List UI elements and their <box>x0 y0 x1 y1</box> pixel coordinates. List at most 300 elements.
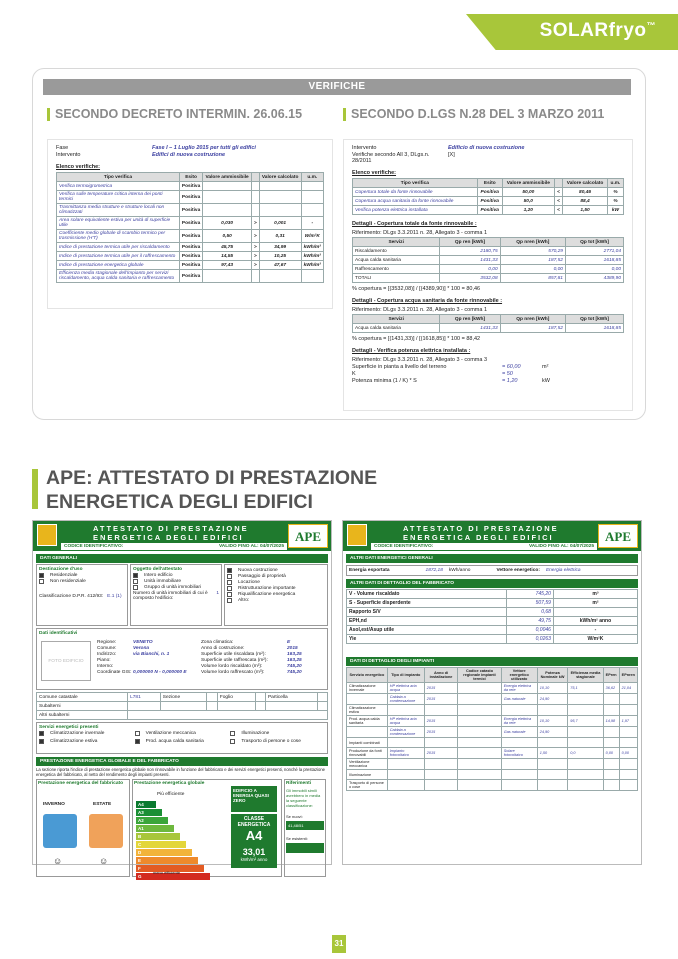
table-cell <box>424 759 458 770</box>
table-cell <box>251 191 259 204</box>
table-cell <box>619 759 637 770</box>
table-cell: 570,29 <box>500 247 565 256</box>
accent-mark <box>32 469 38 509</box>
table-cell <box>301 182 324 191</box>
motivo-box: Nuova costruzione Passaggio di proprietà Locazione Ristrutturazione importante Riqualificazione energetica Altro: <box>224 564 328 626</box>
table-cell: 14,55 <box>203 252 252 261</box>
table-cell: Climatizzazione estiva <box>347 705 388 716</box>
ape-badge: APE <box>598 524 638 548</box>
table-cell: Positiva <box>179 217 203 230</box>
table-cell <box>259 204 301 217</box>
table-cell: > <box>251 261 259 270</box>
table-cell <box>501 780 537 791</box>
table-cell <box>259 270 301 283</box>
table-cell: 24,90 <box>537 694 568 705</box>
table-cell: Yie <box>347 635 507 644</box>
energy-class-bar: F <box>136 865 204 872</box>
table-cell: Gas naturale <box>501 694 537 705</box>
table-header: Servizi <box>353 315 440 324</box>
table-row <box>347 780 638 791</box>
table-cell <box>259 191 301 204</box>
table-row <box>353 188 624 197</box>
energy-class-bar: A2 <box>136 817 168 824</box>
dati-generali-bar: DATI GENERALI <box>36 554 328 563</box>
table-cell: 34,99 <box>259 243 301 252</box>
table-row <box>347 626 638 635</box>
table-header: Servizio energetico <box>347 668 388 683</box>
table-cell <box>301 204 324 217</box>
smiley-icon: ☺ <box>99 856 109 866</box>
table-cell: 507,59 <box>507 599 554 608</box>
table-cell: 80,46 <box>563 188 608 197</box>
table-row <box>347 770 638 780</box>
table-cell: Positiva <box>477 197 502 206</box>
table-cell: 745,20 <box>507 590 554 599</box>
table-cell: > <box>251 252 259 261</box>
table-header: Qp tot [kWh] <box>565 238 623 247</box>
table-cell: Acqua calda sanitaria <box>353 324 440 333</box>
table-cell: Area solare equivalente estiva per unità di superficie utile <box>57 217 180 230</box>
table-cell: 75,1 <box>568 683 603 694</box>
detail-line: Superficie in pianta a livello del terreno = 60,00 m² <box>352 364 549 370</box>
table-cell: 1,20 <box>502 206 554 215</box>
table-cell: Positiva <box>179 261 203 270</box>
table-cell: Impianti combinati <box>347 738 388 748</box>
table-cell: Verifica termoigrometrica <box>57 182 180 191</box>
table-cell: 4389,90 <box>565 274 623 283</box>
table-cell <box>537 759 568 770</box>
table-cell: > <box>251 243 259 252</box>
table-cell <box>458 683 501 694</box>
table-cell: kWh/m² <box>301 252 324 261</box>
id-field: Superficie utile riscaldata (m²): 163,25 <box>201 652 302 657</box>
table-row <box>57 261 324 270</box>
table-cell <box>603 780 619 791</box>
verifiche-bar: VERIFICHE <box>43 79 631 95</box>
dettaglio-impianti-bar: DATI DI DETTAGLIO DEGLI IMPIANTI <box>346 657 638 666</box>
table-header: Tipo di impianto <box>387 668 424 683</box>
table-header: Tipo verifica <box>57 173 180 182</box>
table-cell <box>458 759 501 770</box>
table-cell <box>619 694 637 705</box>
table-cell <box>603 727 619 738</box>
table-cell <box>301 270 324 283</box>
table-cell <box>458 748 501 759</box>
table-cell: 3532,08 <box>440 274 500 283</box>
table-header: EPnren <box>619 668 637 683</box>
table-header: Tipo verifica <box>353 179 478 188</box>
table-row <box>57 252 324 261</box>
table-cell: 2015 <box>424 727 458 738</box>
table-cell: 10,25 <box>259 252 301 261</box>
table-cell <box>424 705 458 716</box>
table-cell: Positiva <box>179 270 203 283</box>
table-cell: 1,97 <box>619 716 637 727</box>
verifiche-card <box>32 68 646 420</box>
table-header <box>251 173 259 182</box>
left-section-title: SECONDO DECRETO INTERMIN. 26.06.15 <box>47 107 302 121</box>
table-cell: - <box>301 217 324 230</box>
table-cell: Gas naturale <box>501 727 537 738</box>
table-cell: Produzione da fonti rinnovabili <box>347 748 388 759</box>
destinazione-box: Destinazione d'uso Residenziale Non residenziale Classificazione D.P.R. 412/93: E.1 (1) <box>36 564 128 626</box>
table-header: Esito <box>477 179 502 188</box>
table-header: Valore calcolato <box>563 179 608 188</box>
table-cell: 187,52 <box>500 324 565 333</box>
table-cell: 0,030 <box>203 217 252 230</box>
table-cell: Copertura totale da fonte rinnovabile <box>353 188 478 197</box>
table-header: EPren <box>603 668 619 683</box>
table-row <box>57 243 324 252</box>
table-cell <box>568 705 603 716</box>
table-cell: 45,75 <box>203 243 252 252</box>
table-cell: 0,50 <box>203 230 252 243</box>
accent-mark <box>343 108 346 121</box>
table-cell: 95,7 <box>568 716 603 727</box>
table-cell: Indice di prestazione termica utile per il raffrescamento <box>57 252 180 261</box>
energy-class-bar: B <box>136 833 180 840</box>
table-cell: Illuminazione <box>347 770 388 780</box>
table-cell: HP elettrica aria acqua <box>387 683 424 694</box>
table-cell: Positiva <box>179 182 203 191</box>
table-cell: kWh/m² <box>301 243 324 252</box>
table-cell: < <box>554 206 562 215</box>
id-field: Volume lordo raffrescato (m³): 745,20 <box>201 670 302 675</box>
table-cell: W/m²K <box>553 635 637 644</box>
page-number: 31 <box>332 935 346 953</box>
table-cell <box>619 727 637 738</box>
table-cell: Positiva <box>179 191 203 204</box>
id-field: Volume lordo riscaldato (m³): 745,20 <box>201 664 302 669</box>
fabbricato-table <box>346 589 638 644</box>
id-field: Indirizzo: via Bianchi, n. 1 <box>97 652 170 657</box>
table-row <box>347 608 638 617</box>
table-header <box>554 179 562 188</box>
right-verifiche-table <box>352 178 624 215</box>
table-cell <box>347 727 388 738</box>
table-cell <box>458 705 501 716</box>
table-row <box>57 182 324 191</box>
ape-title-line1: APE: ATTESTATO DI PRESTAZIONE <box>46 467 378 489</box>
id-field: Comune: Verona <box>97 646 150 651</box>
table-cell: Caldaia a condensazione <box>387 727 424 738</box>
table-row <box>347 716 638 727</box>
prestazione-fabbricato: Prestazione energetica del fabbricato INVERNO ESTATE ☺ ☺ <box>36 779 130 877</box>
table-cell <box>568 727 603 738</box>
table-cell <box>251 204 259 217</box>
table-cell <box>568 780 603 791</box>
table-cell: Verifica sulle temperature critica interna dei ponti termici <box>57 191 180 204</box>
energy-class-bar: G <box>136 873 210 880</box>
table-cell <box>619 780 637 791</box>
table-cell: S - Superficie disperdente <box>347 599 507 608</box>
table-cell <box>424 738 458 748</box>
table-cell: EPH,nd <box>347 617 507 626</box>
table-cell: 50,0 <box>502 197 554 206</box>
table-cell: 1618,85 <box>565 256 623 265</box>
table-cell: TOTALI <box>353 274 440 283</box>
table-cell: 10,10 <box>537 716 568 727</box>
det2-table <box>352 314 624 333</box>
table-cell <box>501 770 537 780</box>
table-row <box>353 274 624 283</box>
table-cell: W/m²K <box>301 230 324 243</box>
table-cell: m² <box>553 599 637 608</box>
table-cell: 0,31 <box>259 230 301 243</box>
table-cell <box>568 738 603 748</box>
impianti-table <box>346 667 638 791</box>
table-cell: Trasmittanza media strutture e strutture locali non climatizzati <box>57 204 180 217</box>
table-cell: Acqua calda sanitaria <box>353 256 440 265</box>
table-header: Qp tot [kWh] <box>565 315 623 324</box>
id-field: Interno: <box>97 664 114 669</box>
table-cell: Verifica potenza elettrica installata <box>353 206 478 215</box>
table-row <box>347 705 638 716</box>
table-cell: % <box>607 197 623 206</box>
table-cell <box>387 705 424 716</box>
table-cell: 0,00 <box>619 748 637 759</box>
table-cell: V - Volume riscaldato <box>347 590 507 599</box>
table-row <box>347 683 638 694</box>
table-row <box>353 256 624 265</box>
det1-table <box>352 237 624 283</box>
table-cell <box>251 270 259 283</box>
table-cell: Copertura acqua sanitaria da fonte rinnovabile <box>353 197 478 206</box>
table-cell: Indice di prestazione energetica globale <box>57 261 180 270</box>
table-cell: kW <box>607 206 623 215</box>
table-cell: Prod. acqua calda sanitaria <box>347 716 388 727</box>
table-cell: 0,001 <box>259 217 301 230</box>
table-cell: Caldaia a condensazione <box>387 694 424 705</box>
smiley-icon: ☺ <box>53 856 63 866</box>
table-cell <box>501 759 537 770</box>
left-verifiche-document: Fase Fase I – 1 Luglio 2015 per tutti gli edifici Intervento Edifici di nuova costruzione Elenco verifiche: Tipo verifica Esito Valore ammissibile Valore calcolato u.m. Verifica termoigrometrica Positiva Verifica sulle temperature critica interna dei ponti termici Positiva Trasmittanza media strutture e strutture locali non climatizzati Positiva Area solare equivalente estiva per unità di superficie utile Positiva 0,030 > 0,001 - Coefficiente medio globale di scambio termico per trasmissione (H'T) Positiva 0,50 > 0,31 W/m²K Indice di prestazione termica utile per riscaldamento Positiva 45,75 > 34,99 kWh/m² Indice di prestazione termica utile per il raffrescamento Positiva 14,55 > 10,25 kWh/m² Indice di prestazione energetica globale Positiva 97,43 > 47,67 kWh/m² Efficienza media stagionale dell'impianto per servizi riscaldamento, acqua calda sanitaria e raffrescamento Positiva <box>47 139 333 309</box>
altri-dati-bar: ALTRI DATI ENERGETICI GENERALI <box>346 554 638 563</box>
table-cell <box>603 770 619 780</box>
right-verifiche-document: Intervento Edificio di nuova costruzione Verifiche secondo All 3, DLgs.n. 28/2011 [X] Elenco verifiche: Tipo verifica Esito Valore ammissibile Valore calcolato u.m. Copertura totale da fonte rinnovabile Positiva 50,00 < 80,46 % Copertura acqua sanitaria da fonte rinnovabile Positiva 50,0 < 88,4 % Verifica potenza elettrica installata Positiva 1,20 < 1,50 kW Dettagli - Copertura totale da fonte rinnovabile : Riferimento: DLgs 3.3.2011 n. 28, Allegato 3 - comma 1 Servizi Qp ren [kWh] Qp nren [kWh] Qp tot [kWh] Riscaldamento 2180,75 570,29 2771,04 Acqua calda sanitaria 1431,33 187,52 1618,85 Raffrescamento 0,00 0,00 0,00 TOTALI 3532,08 857,81 4389,90 % copertura = [(3532,08)] / [(4389,90)] * 100 = 80,46 Dettagli - Copertura acqua sanitaria da fonte rinnovabile : Riferimento: DLgs 3.3.2011 n. 28, Allegato 3 - comma 1 Servizi Qp ren [kWh] Qp nren [kWh] Qp tot [kWh] Acqua calda sanitaria 1431,33 187,52 1618,85 % copertura = [(1431,33)] / [(1618,85)] * 100 = 88,42 Dettagli - Verifica potenza elettrica installata : Riferimento: DLgs 3.3.2011 n. 28, Allegato 3 - comma 3 Superficie in pianta a livello del terreno = 60,00 m² K = 50 Potenza minima (1 / K) * S = 1,20 kW <box>343 139 633 411</box>
table-cell <box>568 759 603 770</box>
table-cell: Rapporto S/V <box>347 608 507 617</box>
table-cell: Positiva <box>179 243 203 252</box>
table-cell: Trasporto di persone o cose <box>347 780 388 791</box>
table-cell <box>603 694 619 705</box>
right-section-title: SECONDO D.LGS N.28 DEL 3 MARZO 2011 <box>343 107 604 121</box>
ape-header: ATTESTATO DI PRESTAZIONE ENERGETICA DEGLI EDIFICI CODICE IDENTIFICATIVO: VALIDO FINO AL: 04/07/2025 APE <box>33 521 331 551</box>
table-cell: 0,0263 <box>507 635 554 644</box>
table-cell: 0,00 <box>603 748 619 759</box>
table-cell: 1431,33 <box>440 256 500 265</box>
table-cell: Positiva <box>179 230 203 243</box>
table-cell: Solare fotovoltaico <box>501 748 537 759</box>
oggetto-box: Oggetto dell'attestato Intero edificio Unità immobiliare Gruppo di unità immobiliari Numero di unità immobiliari di cui è composto l'edificio: 1 <box>130 564 222 626</box>
table-cell: - <box>553 626 637 635</box>
table-cell <box>424 770 458 780</box>
table-cell <box>203 204 252 217</box>
table-cell: < <box>554 188 562 197</box>
table-cell: 2015 <box>424 683 458 694</box>
table-cell <box>387 770 424 780</box>
table-row <box>353 324 624 333</box>
table-cell <box>501 738 537 748</box>
table-header: Qp ren [kWh] <box>440 315 500 324</box>
energy-class-bar: A3 <box>136 809 162 816</box>
region-logo-icon <box>347 524 367 546</box>
classe-energetica-box: CLASSE ENERGETICA A4 33,01 kWh/m² anno <box>231 814 277 868</box>
table-cell: Positiva <box>477 206 502 215</box>
servizi-box: Servizi energetici presenti Climatizzazione invernale Ventilazione meccanica Illuminazione Climatizzazione estiva Prod. acqua calda sanitaria Trasporto di persone o cose <box>36 722 328 754</box>
table-cell: Coefficiente medio globale di scambio termico per trasmissione (H'T) <box>57 230 180 243</box>
id-field: Superficie utile raffrescata (m²): 163,25 <box>201 658 302 663</box>
table-row <box>347 599 638 608</box>
table-cell <box>537 770 568 780</box>
table-header: Valore ammissibile <box>502 179 554 188</box>
detail-line: Potenza minima (1 / K) * S = 1,20 kW <box>352 378 550 384</box>
table-row <box>347 590 638 599</box>
table-cell <box>458 716 501 727</box>
table-cell: kWh/m² <box>301 261 324 270</box>
catasto-table: Comune catastale L781 Sezione Foglio Particella Subalterni Altri subalterni <box>36 692 328 720</box>
table-header: Qp ren [kWh] <box>440 238 500 247</box>
table-cell: 2015 <box>424 694 458 705</box>
nzeb-label: EDIFICIO A ENERGIA QUASI ZERO <box>231 786 277 812</box>
table-cell: 2771,04 <box>565 247 623 256</box>
table-header: u.m. <box>607 179 623 188</box>
table-cell <box>619 738 637 748</box>
dati-identificativi-box: Dati identificativi FOTO EDIFICIO Regione: VENETO Comune: Verona Indirizzo: via Bianchi, n. 1 Piano: Interno: Coordinate GIS: 0,000000 N - 0,000000 E Zona climatica: E Anno di costruzione: 2015 Superficie utile riscaldata (m²): 163,25 Superficie utile raffrescata (m²): 163,25 Volume lordo riscaldato (m³): 745,20 Volume lordo raffrescato (m³): 745,20 <box>36 628 328 690</box>
table-cell: 10,10 <box>537 683 568 694</box>
table-cell <box>568 770 603 780</box>
table-header: Servizi <box>353 238 440 247</box>
energy-class-bar: D <box>136 849 192 856</box>
table-cell <box>251 182 259 191</box>
table-cell <box>458 780 501 791</box>
table-cell: % <box>607 188 623 197</box>
table-header: Vettore energetico utilizzato <box>501 668 537 683</box>
table-cell <box>603 705 619 716</box>
table-cell <box>458 694 501 705</box>
id-field: Regione: VENETO <box>97 640 153 645</box>
ape-page-right <box>342 520 642 865</box>
table-cell <box>537 738 568 748</box>
id-field: Anno di costruzione: 2015 <box>201 646 298 651</box>
table-cell: 1,50 <box>537 748 568 759</box>
table-header: Qp nren [kWh] <box>500 315 565 324</box>
table-cell <box>537 780 568 791</box>
table-row <box>347 759 638 770</box>
winter-house-icon <box>43 814 77 848</box>
table-header: Potenza Nominale kW <box>537 668 568 683</box>
table-cell: Riscaldamento <box>353 247 440 256</box>
id-field: Piano: <box>97 658 111 663</box>
table-cell: 50,00 <box>502 188 554 197</box>
left-verifiche-table <box>56 172 324 283</box>
table-header: Qp nren [kWh] <box>500 238 565 247</box>
table-cell <box>458 727 501 738</box>
table-row <box>57 230 324 243</box>
table-cell: 0,00 <box>500 265 565 274</box>
dettaglio-fabbricato-bar: ALTRI DATI DI DETTAGLIO DEL FABBRICATO <box>346 579 638 588</box>
ape-section-title <box>32 466 377 514</box>
table-cell: 0,0 <box>568 748 603 759</box>
energia-esportata-row: Energia esportata 1872,18 kWh/anno Vettore energetico: Energia elettrica <box>346 565 638 576</box>
table-header: Valore ammissibile <box>203 173 252 182</box>
table-cell <box>301 191 324 204</box>
table-cell <box>387 780 424 791</box>
checkbox-checked-icon <box>39 573 44 578</box>
prestazione-bar: PRESTAZIONE ENERGETICA GLOBALE E DEL FABBRICATO <box>36 757 328 766</box>
table-row <box>347 635 638 644</box>
table-row <box>347 748 638 759</box>
table-cell <box>553 608 637 617</box>
table-cell: 88,4 <box>563 197 608 206</box>
energy-class-bar: A1 <box>136 825 174 832</box>
summer-house-icon <box>89 814 123 848</box>
table-cell <box>603 738 619 748</box>
energy-class-bar: C <box>136 841 186 848</box>
id-field: Zona climatica: E <box>201 640 291 645</box>
table-row <box>353 247 624 256</box>
table-cell: Climatizzazione invernale <box>347 683 388 694</box>
table-cell <box>203 270 252 283</box>
table-cell: 47,67 <box>259 261 301 270</box>
table-cell: Ventilazione meccanica <box>347 759 388 770</box>
table-cell: 1618,85 <box>565 324 623 333</box>
table-header: Valore calcolato <box>259 173 301 182</box>
ape-header: ATTESTATO DI PRESTAZIONE ENERGETICA DEGLI EDIFICI CODICE IDENTIFICATIVO: VALIDO FINO AL: 04/07/2025 APE <box>343 521 641 551</box>
table-header: Efficienza media stagionale <box>568 668 603 683</box>
table-cell: 49,75 <box>507 617 554 626</box>
table-cell <box>387 759 424 770</box>
foto-edificio: FOTO EDIFICIO <box>41 641 91 681</box>
table-cell: 21,04 <box>619 683 637 694</box>
table-cell: Positiva <box>477 188 502 197</box>
table-cell <box>387 738 424 748</box>
ape-badge: APE <box>288 524 328 548</box>
energy-class-bar: A4 <box>136 801 156 808</box>
table-row <box>347 617 638 626</box>
table-cell <box>501 705 537 716</box>
table-row <box>57 217 324 230</box>
table-row <box>57 204 324 217</box>
table-cell: Energia elettrica da rete <box>501 683 537 694</box>
table-row <box>353 197 624 206</box>
table-cell: 1,50 <box>563 206 608 215</box>
table-header: Anno di installazione <box>424 668 458 683</box>
table-row <box>57 270 324 283</box>
table-cell: 24,90 <box>537 727 568 738</box>
table-cell: 2180,75 <box>440 247 500 256</box>
table-row <box>347 694 638 705</box>
table-cell: Raffrescamento <box>353 265 440 274</box>
table-cell: Indice di prestazione termica utile per riscaldamento <box>57 243 180 252</box>
table-cell <box>259 182 301 191</box>
table-cell: HP elettrica aria acqua <box>387 716 424 727</box>
table-cell: Positiva <box>179 252 203 261</box>
table-cell: 857,81 <box>500 274 565 283</box>
table-cell: Impianto fotovoltaico <box>387 748 424 759</box>
table-cell <box>537 705 568 716</box>
table-row <box>347 727 638 738</box>
table-row <box>57 191 324 204</box>
table-cell: 2015 <box>424 716 458 727</box>
ape-page-left: ATTESTATO DI PRESTAZIONE ENERGETICA DEGLI EDIFICI CODICE IDENTIFICATIVO: VALIDO FINO AL: 04/07/2025 APE DATI GENERALI Destinazione d'uso Residenziale Non residenziale Classificazione D.P.R. 412/93: E.1 (1) Oggetto dell'attestato Intero edificio Unità immobiliare Gruppo di unità immobiliari Numero di unità immobiliari di cui è composto l'edificio: 1 Nuova costruzione Passaggio di proprietà Locazione Ristrutturazione importante Riqualificazione energetica Altro: Dati identificativi FOTO EDIFICIO Regione: VENETO Comune: Verona Indirizzo: via Bianchi, n. 1 Piano: Interno: Coordinate GIS: 0,000000 N - 0,000000 E Zona climatica: E Anno di costruzione: 2015 Superficie utile riscaldata (m²): 163,25 Superficie utile raffrescata (m²): 163,25 Volume lordo riscaldato (m³): 745,20 Volume lordo raffrescato (m³): 745,20 Comune catastale L781 Sezione Foglio Particella Subalterni Altri subalterni Servizi energetici presenti Climatizzazione invernale Ventilazione meccanica Illuminazione Climatizzazione estiva Prod. acqua calda sanitaria Trasporto di persone o cose PRESTAZIONE ENERGETICA GLOBALE E DEL FABBRICATO La sezione riporta l'indice di prestazione energetica globale non rinnovabile in funzione del fabbricato e dei servizi energetici presenti, nonché la prestazione energetica del fabbricato, al netto del rendimento degli impianti presenti. Prestazione energetica del fabbricato INVERNO ESTATE ☺ ☺ Prestazione energetica globale Più efficiente A4 A3 A2 A1 B C D E F G meno efficiente EDIFICIO A ENERGIA QUASI ZERO CLASSE ENERGETICA A4 33,01 kWh/m² anno Riferimenti Gli immobili simili avrebbero in media la seguente classificazione: Se nuovi: 41,48/51 Se esistenti: <box>32 520 332 865</box>
id-field: Coordinate GIS: 0,000000 N - 0,000000 E <box>97 670 187 675</box>
table-cell: 187,52 <box>500 256 565 265</box>
table-cell: m³ <box>553 590 637 599</box>
table-header: u.m. <box>301 173 324 182</box>
riferimenti-box: Riferimenti Gli immobili simili avrebbero in media la seguente classificazione: Se nuovi: 41,48/51 Se esistenti: <box>284 779 326 877</box>
table-cell: 36,62 <box>603 683 619 694</box>
